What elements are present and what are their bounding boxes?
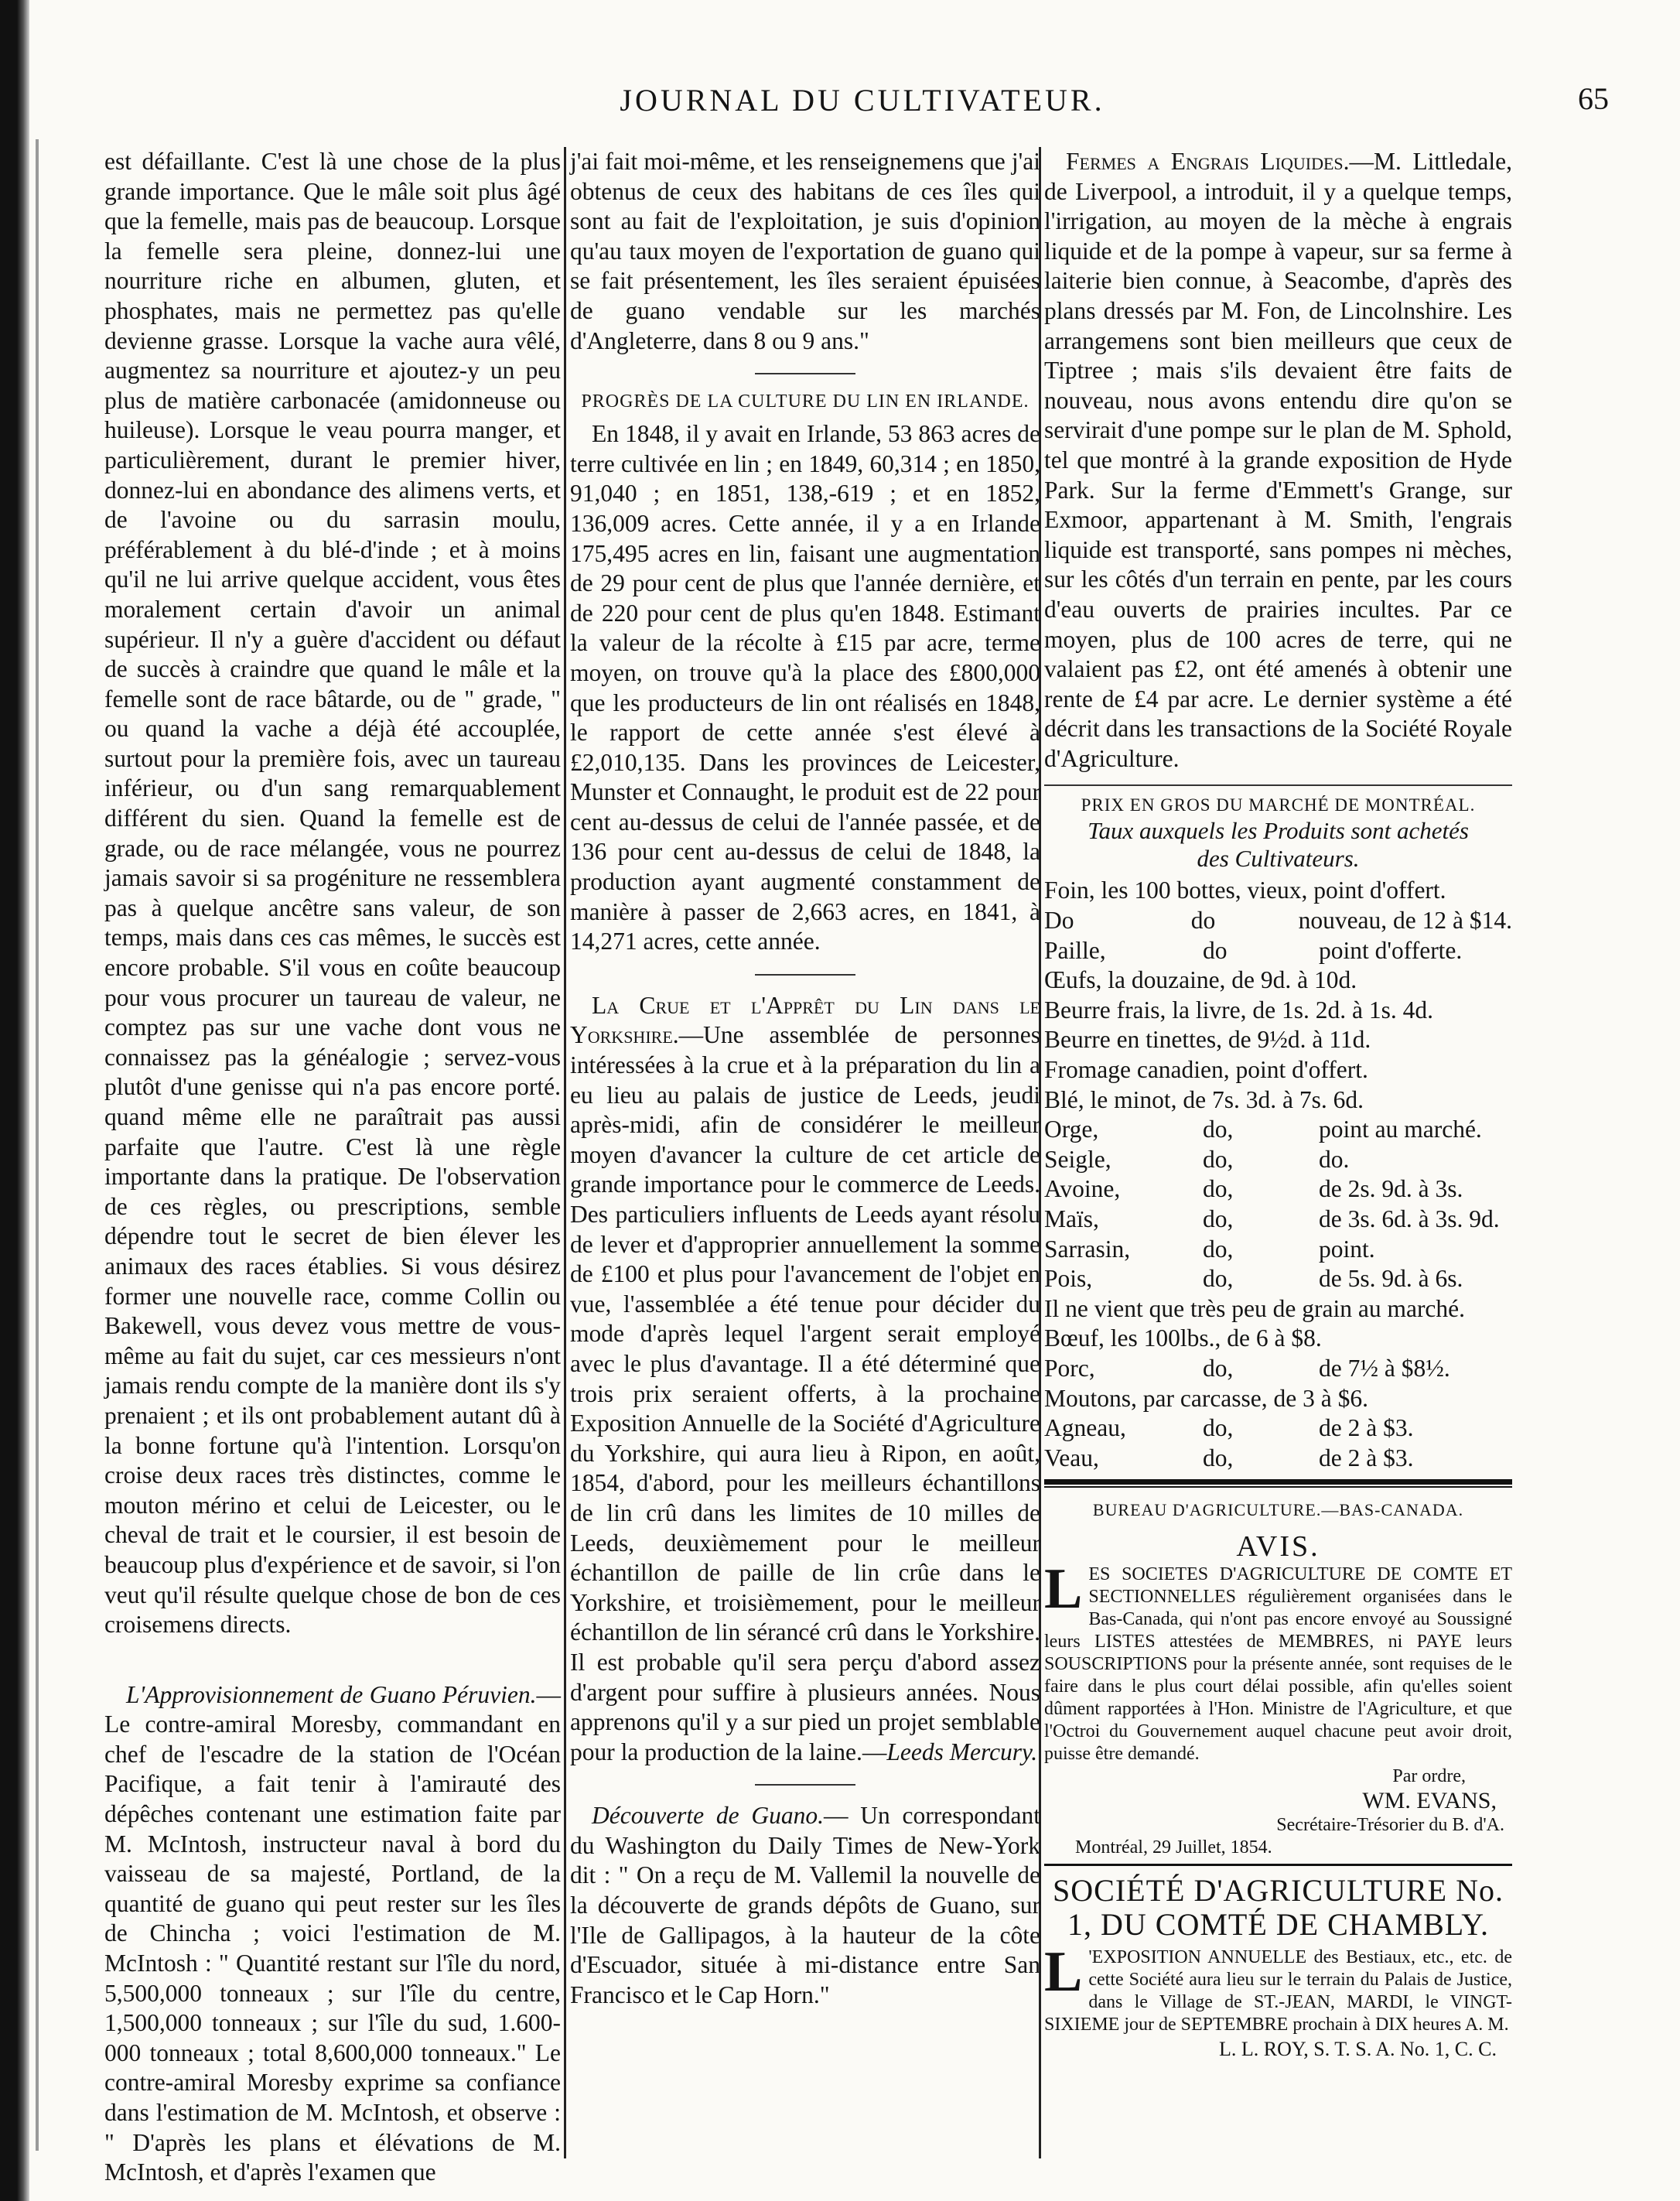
exposition-notice: [1044, 1940, 1512, 2060]
price-row: [1044, 1025, 1512, 1055]
avis-date: Montréal, 29 Juillet, 1854.: [1075, 1837, 1272, 1858]
crue-article-text: —Une assemblée de personnes intéressées à la crue et à la préparation du lin a eu lieu au palais de justice de Leeds, jeudi après-midi, afin de considérer le meilleur moyen d'avancer la culture de cet article de grande importance pour le commerce de Leeds. Des particuliers influents de Leeds ayant résolu de lever et d'approprier annuellement la somme de £100 et plus pour l'avancement de l'objet en vue, l'assemblée a été tenue pour décider du mode d'après lequel l'argent serait employé avec le plus d'avantage. Il a été déterminé que trois prix seraient offerts, à la prochaine Exposition Annuelle de la Société d'Agriculture du Yorkshire, qui aura lieu à Ripon, en août, 1854, d'abord, pour les meilleurs échantillons de lin crû dans les limites de 10 milles de Leeds, deuxièmement pour le meilleur échantillon de paille de lin crûe dans le Yorkshire, et troisièmement, pour le meilleur échantillon de lin sérancé crû dans le Yorkshire. Il est probable qu'il sera perçu d'abord assez d'argent pour suffire à plusieurs années. Nous apprenons qu'il y a sur pied un projet semblable pour la production de la laine.—: [570, 1021, 1040, 1765]
price-row: [1044, 876, 1512, 906]
guano-article-continued: j'ai fait moi-même, et les renseignemens que j'ai obtenus de ceux des habitans de ces îles qui sont au fait de l'exploitation, je suis d'opinion qu'au taux moyen de l'exportation de guano qui se fait présentement, les îles seraient épuisées de guano vendable sur les marchés d'Angleterre, dans 8 ou 9 ans.": [570, 148, 1040, 354]
price-value: nouveau, de 12 à $14.: [1298, 907, 1512, 935]
price-item: Veau,: [1044, 1444, 1099, 1471]
exposition-dropcap: L: [1044, 1940, 1083, 2004]
decouverte-article-title: Découverte de Guano.: [592, 1802, 825, 1830]
par-ordre: Par ordre,: [1392, 1765, 1466, 1786]
price-item: Agneau,: [1044, 1414, 1126, 1442]
price-unit: do,: [1203, 1414, 1234, 1442]
price-value: de 3s. 6d. à 3s. 9d.: [1319, 1205, 1500, 1232]
binding-edge: [0, 0, 29, 2201]
crue-article: [570, 991, 1040, 1767]
avis-title: AVIS.: [1236, 1529, 1320, 1563]
price-item: Blé, le minot, de 7s. 3d. à 7s. 6d.: [1044, 1085, 1364, 1113]
avis-dropcap: L: [1044, 1557, 1083, 1621]
section-divider: [755, 373, 855, 374]
fermes-article: [1044, 147, 1512, 774]
column-rule-left: [564, 147, 566, 2158]
price-item: Œufs, la douzaine, de 9d. à 10d.: [1044, 966, 1357, 994]
prix-subheading: Taux auxquels les Produits sont achetés des Cultivateurs.: [1088, 817, 1469, 873]
price-item: Paille,: [1044, 936, 1106, 964]
signature-title: Secrétaire-Trésorier du B. d'A.: [1276, 1814, 1504, 1835]
price-item: Porc,: [1044, 1354, 1095, 1382]
price-row: [1044, 1235, 1512, 1265]
price-row: [1044, 1413, 1512, 1444]
signature: WM. EVANS,: [1362, 1787, 1497, 1813]
section-divider: [1044, 784, 1512, 786]
fermes-article-title: Fermes a Engrais Liquides.: [1066, 148, 1350, 175]
price-unit: do,: [1203, 1145, 1234, 1173]
price-row: [1044, 1205, 1512, 1235]
price-unit: do,: [1203, 1116, 1234, 1143]
running-head: [116, 77, 1609, 124]
price-value: de 2s. 9d. à 3s.: [1319, 1175, 1463, 1203]
price-row: [1044, 1085, 1512, 1116]
lin-irlande-heading: PROGRÈS DE LA CULTURE DU LIN EN IRLANDE.: [581, 391, 1030, 412]
price-value: de 2 à $3.: [1319, 1444, 1414, 1471]
breeding-article-text: est défaillante. C'est là une chose de la plus grande importance. Que le mâle soit plus âgé que la femelle, mais pas de beaucoup. Lorsque la femelle sera pleine, donnez-lui une nourriture riche en albumen, gluten, et phosphates, mais ne permettez pas qu'elle devienne grasse. Lorsque la vache aura vêlé, augmentez sa nourriture et ajoutez-y un peu plus de matière carbonacée (amidonneuse ou huileuse). Lorsque le veau pourra manger, et particulièrement, durant le premier hiver, donnez-lui en abondance des alimens verts, et de l'avoine ou du sarrasin moulu, préférablement à du blé-d'inde ; et à moins qu'il ne lui arrive quelque accident, vous êtes moralement certain d'avoir un animal supérieur. Il n'y a guère d'accident ou défaut de succès à craindre que quand le mâle et la femelle sont de race bâtarde, ou de " grade, " ou quand la vache a déjà été accouplée, surtout pour la première fois, avec un taureau inférieur, ou d'un sang remarquablement différent du sien. Quand la femelle est de grade, ou de race mélangée, vous ne pourrez jamais savoir si sa progéniture ne ressemblera pas à quelque ancêtre sans valeur, de son temps, mais dans ces cas mêmes, le succès est encore probable. S'il vous en coûte beaucoup pour vous procurer un taureau de valeur, ne comptez pas sur une vache dont vous ne connaissez pas la généalogie ; servez-vous plutôt d'une genisse qui n'a pas encore porté. quand même elle ne paraîtrait pas aussi parfaite que l'autre. C'est là une règle importante dans la pratique. De l'observation de ces règles, ou prescriptions, semble dépendre tout le secret de bien élever les animaux des races établies. Si vous désirez former une nouvelle race, comme Collin ou Bakewell, vous devez vous mettre de vous-même au fait du sujet, car ces messieurs n'ont jamais rendu compte de la manière dont ils s'y prenaient ; et ils ont probablement autant dû à la bonne fortune qu'à l'intention. Lorsqu'on croise deux races très distinctes, comme le mouton mérino et celui de Leicester, ou le cheval de trait et le coursier, il est besoin de beaucoup plus d'expérience et de savoir, si l'on veut qu'il résulte quelque chose de bon de ces croisemens directs.: [104, 148, 561, 1639]
section-divider: [755, 974, 855, 976]
price-unit: do,: [1203, 1175, 1234, 1203]
heavy-rule: [1044, 1479, 1512, 1485]
price-item: Beurre frais, la livre, de 1s. 2d. à 1s. 4d.: [1044, 996, 1433, 1024]
price-value: do.: [1319, 1145, 1350, 1173]
price-row: [1044, 966, 1512, 996]
price-item: Fromage canadien, point d'offert.: [1044, 1056, 1368, 1084]
price-item: Maïs,: [1044, 1205, 1099, 1232]
price-item: Foin, les 100 bottes, vieux, point d'offert.: [1044, 877, 1446, 904]
price-row: [1044, 1174, 1512, 1205]
price-value: de 7½ à $8½.: [1319, 1354, 1450, 1382]
journal-title: JOURNAL DU CULTIVATEUR.: [620, 83, 1105, 118]
societe-title: SOCIÉTÉ D'AGRICULTURE No. 1, DU COMTÉ DE CHAMBLY.: [1053, 1872, 1504, 1942]
price-row: [1044, 936, 1512, 966]
column-right: [1044, 147, 1512, 2060]
column-middle: [570, 147, 1040, 2010]
price-unit: do,: [1203, 1235, 1234, 1263]
price-item: Il ne vient que très peu de grain au marché.: [1044, 1294, 1466, 1322]
price-unit: do: [1190, 907, 1216, 935]
price-item: Pois,: [1044, 1265, 1093, 1293]
guano-article: [104, 1680, 561, 2188]
price-row: [1044, 1324, 1512, 1354]
exposition-signature: L. L. ROY, S. T. S. A. No. 1, C. C.: [1218, 2037, 1497, 2060]
binding-shadow: [36, 139, 39, 2151]
guano-article-text: —Le contre-amiral Moresby, commandant en chef de l'escadre de la station de l'Océan Pacifique, a fait tenir à l'amirauté des dépêches contenant une estimation faite par M. McIntosh, instructeur naval à bord du vaisseau de sa majesté, Portland, de la quantité de guano qui peut rester sur les îles de Chincha ; voici l'estimation de M. McIntosh : " Quantité restant sur l'île du nord, 5,500,000 tonneaux ; sur l'île du centre, 1,500,000 tonneaux ; sur l'île du sud, 1.600-000 tonneaux ; total 8,600,000 tonneaux." Le contre-amiral Moresby exprime sa confiance dans l'estimation de M. McIntosh, et observe : " D'après les plans et élévations de M. McIntosh, et d'après l'examen que: [104, 1680, 561, 2186]
price-item: Do: [1044, 907, 1074, 935]
price-item: Moutons, par carcasse, de 3 à $6.: [1044, 1384, 1368, 1412]
price-value: point d'offerte.: [1319, 936, 1463, 964]
decouverte-article-text: — Un correspondant du Washington du Daily Times de New-York dit : " On a reçu de M. Vallemil la nouvelle de la découverte de grands dépôts de Guano, sur l'Ile de Gallipagos, à la hauteur de la côte d'Escuador, située à mi-distance entre San Francisco et le Cap Horn.": [570, 1802, 1040, 2008]
price-row: [1044, 1264, 1512, 1294]
crue-article-title: La Crue et l'Apprêt du Lin dans le Yorkshire.: [570, 991, 1040, 1049]
price-row: [1044, 1145, 1512, 1175]
price-row: [1044, 1055, 1512, 1085]
avis-notice: [1044, 1557, 1512, 1859]
exposition-text: 'EXPOSITION ANNUELLE des Bestiaux, etc., etc. de cette Société aura lieu sur le terrain du Palais de Justice, dans le Village de ST.-JEAN, MARDI, le VINGT-SIXIEME jour de SEPTEMBRE prochain à DIX heures A. M.: [1044, 1946, 1512, 2035]
thin-rule: [1044, 1486, 1512, 1488]
price-unit: do,: [1203, 1354, 1234, 1382]
decouverte-article: [570, 1801, 1040, 2010]
price-value: point.: [1319, 1235, 1375, 1263]
price-value: point au marché.: [1319, 1116, 1482, 1143]
lin-irlande-text: En 1848, il y avait en Irlande, 53 863 acres de terre cultivée en lin ; en 1849, 60,314 ; en 1850, 91,040 ; en 1851, 138,-619 ; et en 1852, 136,009 acres. Cette année, il y a en Irlande 175,495 acres en lin, faisant une augmentation de 29 pour cent de plus que l'année dernière, et de 220 pour cent de plus qu'en 1848. Estimant la valeur de la récolte à £15 par acre, terme moyen, on trouve qu'à la place des £800,000 que les producteurs de lin ont réalisés en 1848, le rapport de cette année s'est élevé à £2,010,135. Dans les provinces de Leicester, Munster et Connaught, le produit est de 22 pour cent au-dessus de celui de l'année passée, et de 136 pour cent au-dessus de celui de 1848, la production ayant augmenté constamment de manière à passer de 2,663 acres, en 1841, à 14,271 acres, cette année.: [570, 420, 1040, 955]
price-item: Beurre en tinettes, de 9½d. à 11d.: [1044, 1026, 1371, 1054]
price-item: Sarrasin,: [1044, 1235, 1131, 1263]
price-row: [1044, 996, 1512, 1026]
price-unit: do,: [1203, 1205, 1234, 1232]
price-unit: do: [1203, 936, 1228, 964]
price-value: de 2 à $3.: [1319, 1414, 1414, 1442]
page-number: 65: [1578, 81, 1609, 116]
price-row: [1044, 1354, 1512, 1384]
bureau-heading: BUREAU D'AGRICULTURE.—BAS-CANADA.: [1092, 1500, 1464, 1520]
column-left: [104, 147, 561, 2188]
price-unit: do,: [1203, 1444, 1234, 1471]
price-list: [1044, 876, 1512, 1473]
guano-article-title: L'Approvisionnement de Guano Péruvien.: [126, 1680, 537, 1708]
price-row: [1044, 1115, 1512, 1145]
crue-article-source: Leeds Mercury.: [886, 1738, 1038, 1765]
fermes-article-text: —M. Littledale, de Liverpool, a introduit, il y a quelque temps, l'irrigation, au moyen de la mèche à engrais liquide et de la pompe à vapeur, sur sa ferme à laiterie bien connue, à Seacombe, d'après des plans dressés par M. Fon, de Lincolnshire. Les arrangemens sont bien meilleurs que ceux de Tiptree ; mais s'ils devaient être faits de nouveau, nous avons entendu dire qu'on se servirait d'une pompe sur le plan de M. Sphold, tel que montré à la grande exposition de Hyde Park. Sur la ferme d'Emmett's Grange, sur Exmoor, appartenant à M. Smith, l'engrais liquide est transporté, sans pompes ni mèches, sur les côtés d'un terrain en pente, par les cours d'eau ouverts de prairies incultes. Par ce moyen, plus de 100 acres de terre, qui ne valaient pas £2, ont été amenés à obtenir une rente de £4 par acre. Le dernier système a été décrit dans les transactions de la Société Royale d'Agriculture.: [1044, 148, 1513, 772]
prix-heading: PRIX EN GROS DU MARCHÉ DE MONTRÉAL.: [1081, 795, 1476, 815]
price-row: [1044, 1294, 1512, 1324]
price-row: [1044, 906, 1512, 936]
price-row: [1044, 1384, 1512, 1414]
price-value: de 5s. 9d. à 6s.: [1319, 1265, 1463, 1293]
section-divider: [755, 1784, 855, 1786]
avis-text: ES SOCIETES D'AGRICULTURE DE COMTE ET SECTIONNELLES régulièrement organisées dans le Bas-Canada, qui n'ont pas encore envoyé au Soussigné leurs LISTES attestées de MEMBRES, ni PAYE leurs SOUSCRIPTIONS pour la présente année, sont requises de le faire dans le plus court délai possible, afin qu'elles soient dûment rapportées à l'Hon. Ministre de l'Agriculture, et que l'Octroi du Gouvernement auquel chacune peut avoir droit, puisse être demandé.: [1044, 1564, 1512, 1764]
heavy-rule: [1044, 1864, 1512, 1866]
price-item: Bœuf, les 100lbs., de 6 à $8.: [1044, 1324, 1322, 1352]
price-item: Seigle,: [1044, 1145, 1111, 1173]
price-item: Avoine,: [1044, 1175, 1121, 1203]
price-row: [1044, 1444, 1512, 1474]
price-item: Orge,: [1044, 1116, 1099, 1143]
price-unit: do,: [1203, 1265, 1234, 1293]
